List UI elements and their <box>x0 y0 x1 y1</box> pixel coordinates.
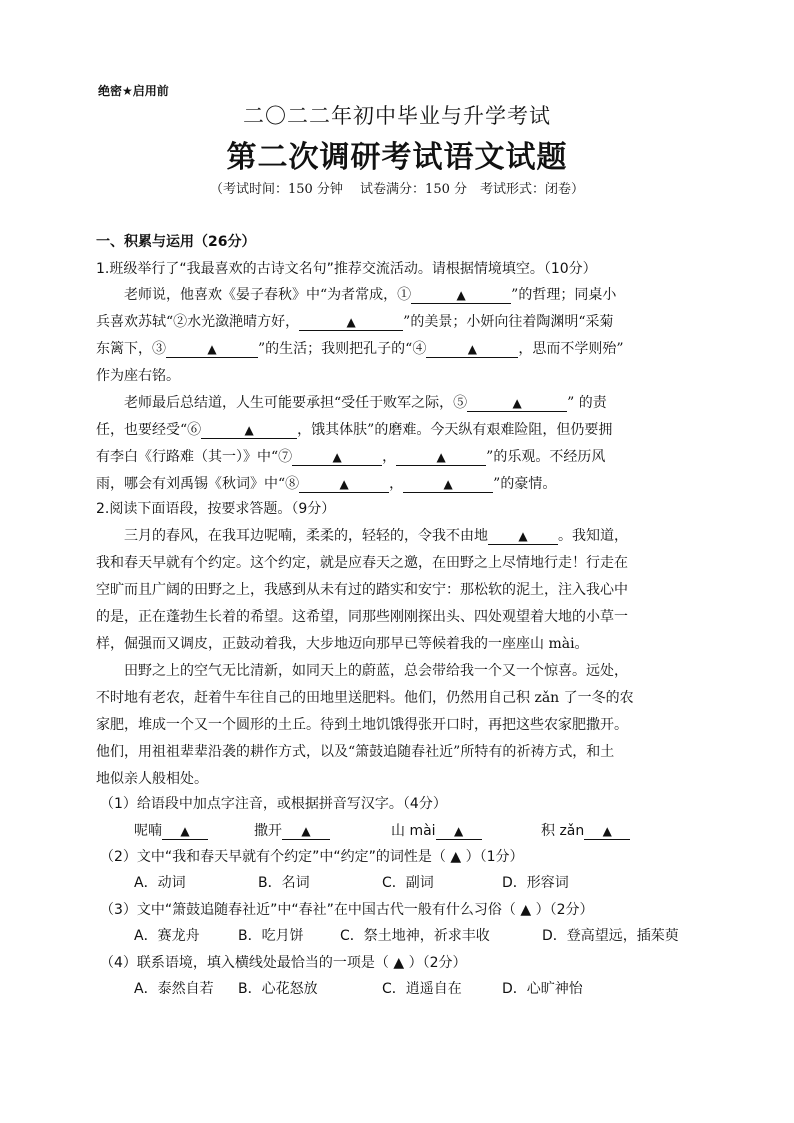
answer-blank[interactable] <box>403 477 493 493</box>
option-b[interactable]: B．吃月饼 <box>238 928 304 944</box>
answer-blank[interactable] <box>426 342 518 358</box>
triangle-icon: ▲ <box>346 315 356 329</box>
answer-blank[interactable] <box>488 529 558 545</box>
q1-line8: 雨，哪会有刘禹锡《秋词》中“⑧ ▲ ， ▲ ”的豪情。 <box>96 476 557 492</box>
option-d[interactable]: D．形容词 <box>502 875 569 891</box>
option-b[interactable]: B．名词 <box>258 875 310 891</box>
option-c[interactable]: C．逍遥自在 <box>382 981 462 997</box>
answer-blank[interactable] <box>299 315 403 331</box>
q2-para-line6: 田野之上的空气无比清新，如同天上的蔚蓝，总会带给我一个又一个惊喜。远处， <box>124 663 628 679</box>
answer-blank[interactable] <box>584 824 630 840</box>
triangle-icon: ▲ <box>467 342 477 356</box>
option-a[interactable]: A．泰然自若 <box>134 981 214 997</box>
option-c[interactable]: C．祭土地神，祈求丰收 <box>340 928 490 944</box>
q1-line7: 有李白《行路难（其一）》中“⑦ ▲ ， ▲ ”的乐观。不经历风 <box>96 449 606 465</box>
q2-stem: 2.阅读下面语段，按要求答题。（9分） <box>96 501 336 517</box>
sub-question-1: （1）给语段中加点字注音，或根据拼音写汉字。（4分） <box>100 796 447 812</box>
answer-blank[interactable] <box>436 824 482 840</box>
option-c[interactable]: C．副词 <box>382 875 434 891</box>
q1-line6: 任，也要经受“⑥ ▲ ，饿其体肤”的磨难。今天纵有艰难险阻，但仍要拥 <box>96 422 613 438</box>
exam-title-line1: 二〇二二年初中毕业与升学考试 <box>243 104 551 128</box>
q1-stem: 1.班级举行了“我最喜欢的古诗文名句”推荐交流活动。请根据情境填空。（10分） <box>96 261 597 277</box>
answer-blank[interactable] <box>299 477 389 493</box>
section-heading: 一、积累与运用（26分） <box>96 234 256 250</box>
option-d[interactable]: D．心旷神怡 <box>502 981 583 997</box>
answer-blank[interactable] <box>411 288 511 304</box>
confidential-label: 绝密★启用前 <box>98 84 169 98</box>
q2-para-line1: 三月的春风，在我耳边呢喃，柔柔的，轻轻的，令我不由地 ▲ 。我知道， <box>124 528 628 544</box>
exam-info: （考试时间：150 分钟 试卷满分：150 分 考试形式：闭卷） <box>209 182 585 197</box>
sub-question-1-items: 呢喃 ▲ 撒开 ▲ 山 mài ▲ 积 zǎn ▲ <box>134 820 744 840</box>
answer-blank[interactable] <box>292 450 382 466</box>
option-a[interactable]: A．赛龙舟 <box>134 928 200 944</box>
q2-para-line2: 我和春天早就有个约定。这个约定，就是应春天之邀，在田野之上尽情地行走！行走在 <box>96 555 628 571</box>
triangle-icon: ▲ <box>518 529 528 543</box>
sub-question-2: （2）文中“我和春天早就有个约定”中“约定”的词性是（ ▲ ）（1分） <box>100 849 524 865</box>
triangle-icon: ▲ <box>207 342 217 356</box>
triangle-icon: ▲ <box>339 477 349 491</box>
q2-para-line4: 的是，正在蓬勃生长着的希望。这希望，同那些刚刚探出头、四处观望着大地的小草一 <box>96 609 628 625</box>
answer-blank[interactable] <box>162 824 208 840</box>
triangle-icon: ▲ <box>602 824 612 838</box>
q1-line5: 老师最后总结道，人生可能要承担“受任于败军之际，⑤ ▲ ” 的责 <box>124 395 607 411</box>
sub-question-2-options <box>134 872 744 892</box>
answer-blank[interactable] <box>467 396 567 412</box>
triangle-icon: ▲ <box>512 396 522 410</box>
q2-para-line5: 样，倔强而又调皮，正鼓动着我，大步地迈向那早已等候着我的一座座山 mài。 <box>96 636 589 652</box>
answer-blank[interactable] <box>282 824 330 840</box>
q1-line3: 东篱下，③ ▲ ”的生活；我则把孔子的“④ ▲ ，思而不学则殆” <box>96 341 624 357</box>
triangle-icon: ▲ <box>453 824 464 838</box>
sub-question-4-options <box>134 978 744 998</box>
sub-question-3: （3）文中“箫鼓追随春社近”中“春社”在中国古代一般有什么习俗（ ▲ ）（2分） <box>100 902 594 918</box>
q1-line1: 老师说，他喜欢《晏子春秋》中“为者常成，① ▲ ”的哲理；同桌小 <box>124 287 617 303</box>
q2-para-line3: 空旷而且广阔的田野之上，我感到从未有过的踏实和安宁：那松软的泥土，注入我心中 <box>96 582 628 598</box>
answer-blank[interactable] <box>166 342 258 358</box>
q1-line4: 作为座右铭。 <box>96 368 180 384</box>
exam-title-line2: 第二次调研考试语文试题 <box>226 140 568 175</box>
triangle-icon: ▲ <box>443 477 453 491</box>
triangle-icon: ▲ <box>244 423 254 437</box>
sub-question-3-options <box>134 925 744 945</box>
triangle-icon: ▲ <box>332 450 342 464</box>
q2-para-line10: 地似亲人般相处。 <box>96 771 208 787</box>
triangle-icon: ▲ <box>301 824 311 838</box>
q2-para-line9: 他们，用祖祖辈辈沿袭的耕作方式，以及“箫鼓追随春社近”所特有的祈祷方式，和土 <box>96 744 615 760</box>
q1-line2: 兵喜欢苏轼“②水光潋滟晴方好， ▲ ”的美景；小妍向往着陶渊明“采菊 <box>96 314 614 330</box>
q2-para-line8: 家肥，堆成一个又一个圆形的土丘。待到土地饥饿得张开口时，再把这些农家肥撒开。 <box>96 717 628 733</box>
triangle-icon: ▲ <box>456 288 466 302</box>
triangle-icon: ▲ <box>180 824 190 838</box>
sub-question-4: （4）联系语境，填入横线处最恰当的一项是（ ▲ ）（2分） <box>100 955 467 971</box>
answer-blank[interactable] <box>201 423 297 439</box>
option-a[interactable]: A．动词 <box>134 875 186 891</box>
q2-para-line7: 不时地有老农，赶着牛车往自己的田地里送肥料。他们，仍然用自己积 zǎn 了一冬的农 <box>96 690 634 706</box>
answer-blank[interactable] <box>396 450 486 466</box>
triangle-icon: ▲ <box>436 450 446 464</box>
option-d[interactable]: D．登高望远，插茱萸 <box>542 928 679 944</box>
option-b[interactable]: B．心花怒放 <box>238 981 318 997</box>
